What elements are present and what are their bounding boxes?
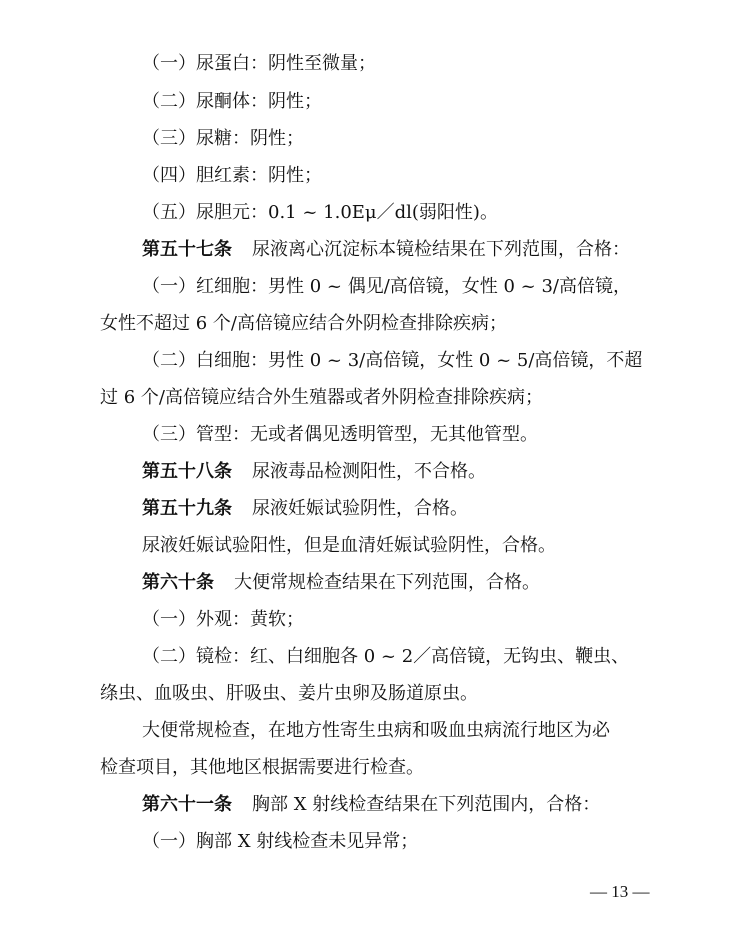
article-number: 第五十七条 — [142, 239, 232, 260]
line-text: 绦虫、血吸虫、肝吸虫、姜片虫卵及肠道原虫。 — [100, 683, 478, 704]
paragraph-line — [0, 348, 752, 374]
line-text: （四）胆红素：阴性； — [142, 165, 322, 186]
paragraph-line — [0, 200, 752, 226]
article-text: 大便常规检查结果在下列范围，合格。 — [234, 572, 540, 593]
paragraph-line — [0, 607, 752, 633]
article-number: 第五十九条 — [142, 498, 232, 519]
line-text: （一）尿蛋白：阴性至微量； — [142, 53, 376, 74]
paragraph-line — [0, 681, 752, 707]
paragraph-line — [0, 89, 752, 115]
line-text: （二）白细胞：男性 0 ~ 3/高倍镜，女性 0 ~ 5/高倍镜，不超 — [142, 350, 643, 371]
line-text: （一）外观：黄软； — [142, 609, 304, 630]
paragraph-line — [0, 829, 752, 855]
article-text: 胸部 X 射线检查结果在下列范围内，合格： — [252, 794, 601, 815]
article-line — [0, 496, 752, 522]
article-line — [0, 237, 752, 263]
line-text: 过 6 个/高倍镜应结合外生殖器或者外阴检查排除疾病； — [100, 387, 543, 408]
paragraph-line — [0, 533, 752, 559]
article-number: 第六十一条 — [142, 794, 232, 815]
article-text: 尿液毒品检测阳性，不合格。 — [252, 461, 486, 482]
line-text: 女性不超过 6 个/高倍镜应结合外阴检查排除疾病； — [100, 313, 507, 334]
line-text: 检查项目，其他地区根据需要进行检查。 — [100, 757, 424, 778]
line-text: （五）尿胆元：0.1 ~ 1.0Eμ／dl(弱阳性)。 — [142, 202, 498, 223]
page-number: — 13 — — [590, 882, 650, 901]
paragraph-line — [0, 718, 752, 744]
line-text: 尿液妊娠试验阳性，但是血清妊娠试验阴性，合格。 — [142, 535, 556, 556]
paragraph-line — [0, 385, 752, 411]
article-number: 第六十条 — [142, 572, 214, 593]
paragraph-line — [0, 422, 752, 448]
article-line — [0, 792, 752, 818]
paragraph-line — [0, 126, 752, 152]
paragraph-line — [0, 644, 752, 670]
line-text: （二）镜检：红、白细胞各 0 ~ 2／高倍镜，无钩虫、鞭虫、 — [142, 646, 630, 667]
line-text: （二）尿酮体：阴性； — [142, 91, 322, 112]
paragraph-line — [0, 274, 752, 300]
article-line — [0, 459, 752, 485]
paragraph-line — [0, 755, 752, 781]
line-text: （一）红细胞：男性 0 ~ 偶见/高倍镜，女性 0 ~ 3/高倍镜， — [142, 276, 631, 297]
article-text: 尿液离心沉淀标本镜检结果在下列范围，合格： — [252, 239, 630, 260]
article-text: 尿液妊娠试验阴性，合格。 — [252, 498, 468, 519]
line-text: 大便常规检查，在地方性寄生虫病和吸血虫病流行地区为必 — [142, 720, 610, 741]
paragraph-line — [0, 163, 752, 189]
line-text: （一）胸部 X 射线检查未见异常； — [142, 831, 419, 852]
article-number: 第五十八条 — [142, 461, 232, 482]
line-text: （三）尿糖：阴性； — [142, 128, 304, 149]
paragraph-line — [0, 311, 752, 337]
article-line — [0, 570, 752, 596]
paragraph-line — [0, 51, 752, 77]
line-text: （三）管型：无或者偶见透明管型，无其他管型。 — [142, 424, 538, 445]
